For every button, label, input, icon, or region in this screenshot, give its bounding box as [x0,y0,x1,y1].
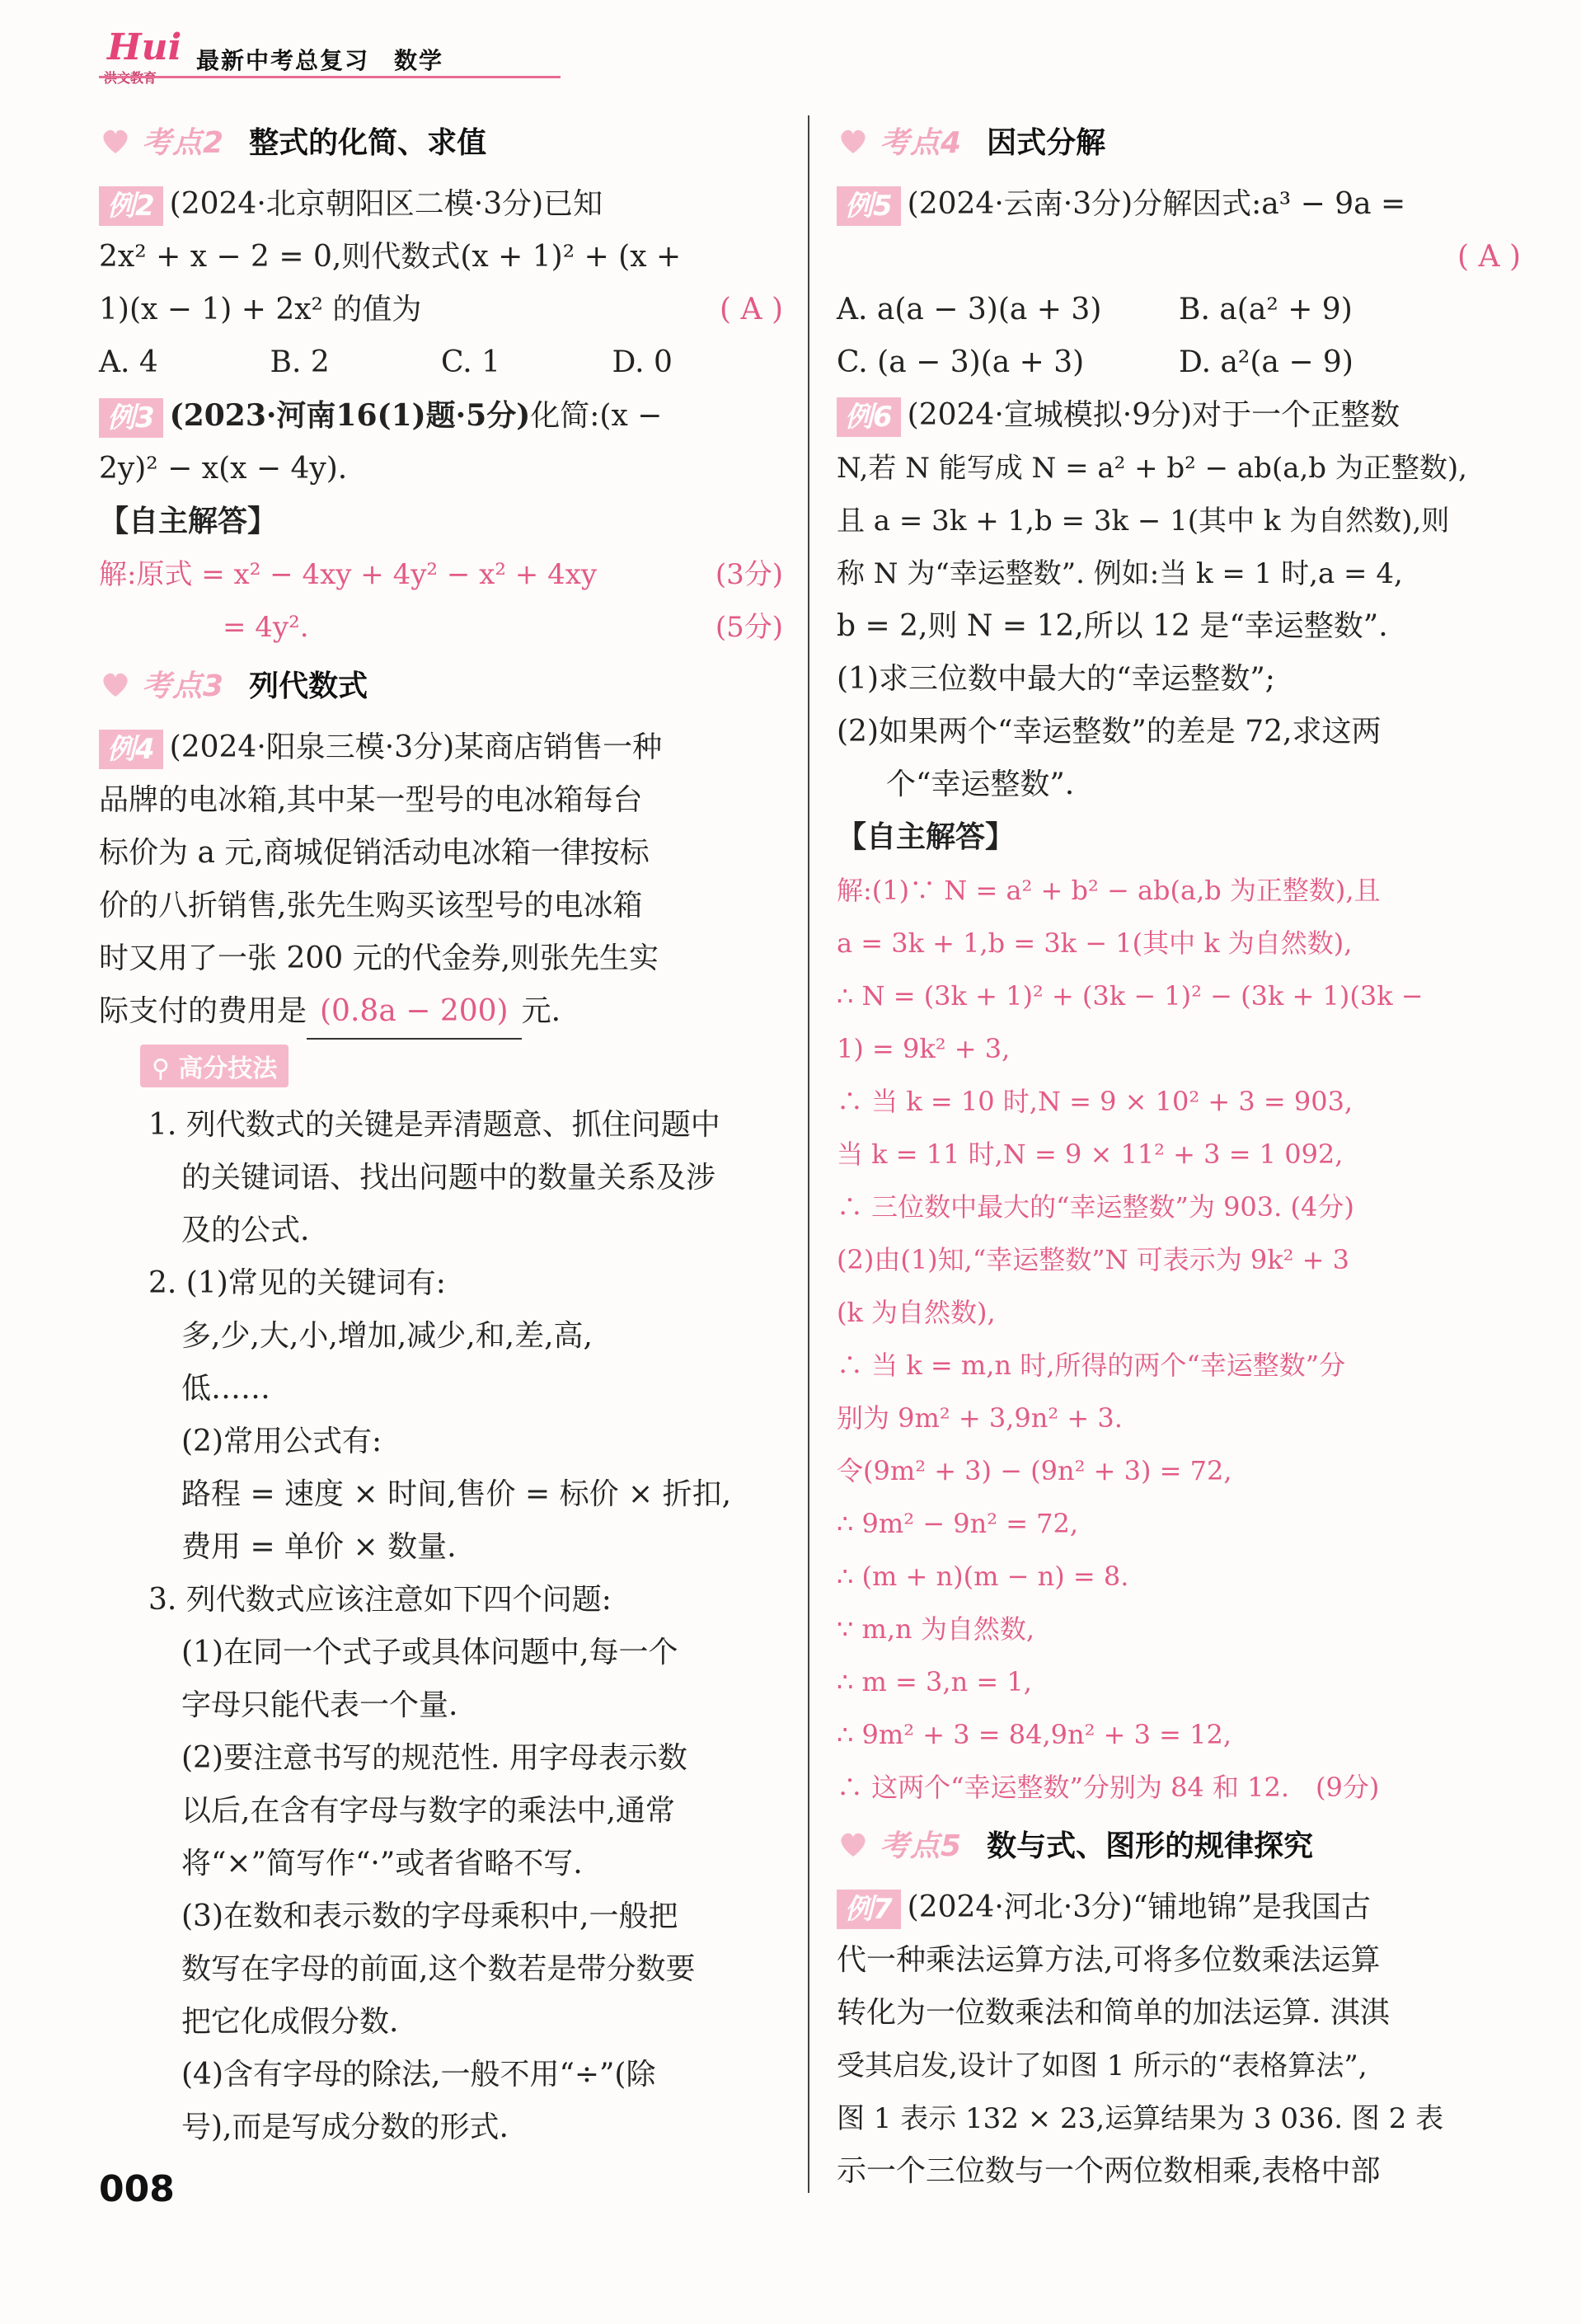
heart-icon [99,127,132,153]
example-tag: 例6 [837,397,901,437]
header-rule [99,76,561,78]
example-3: 例3 (2023·河南16(1)题·5分)化简:(x − 2y)² − x(x − 4y). 【自主解答】 解:原式 = x² − 4xy + 4y² − x² + 4xy (3分) = 4y². (5分) [99,389,783,654]
self-answer-label: 【自主解答】 [99,505,278,538]
section-title: 数与式、图形的规律探究 [987,1829,1314,1863]
example-7: 例7 (2024·河北·3分)“铺地锦”是我国古 代一种乘法运算方法,可将多位数乘法运算 转化为一位数乘法和简单的加法运算. 淇淇 受其启发,设计了如图 1 所示的“表格算法”, 图 1 表示 132 × 23,运算结果为 3 036. 图 2 表 示一个三位数与一个两位数相乘,表格中部 [837,1890,1444,2188]
self-answer-label: 【自主解答】 [837,820,1016,854]
example-tag: 例5 [837,186,901,226]
section-title: 列代数式 [249,669,368,703]
section-heading-kd5 [837,1819,1521,1868]
tips-tag: ⚲ 高分技法 [140,1045,289,1087]
example-6: 例6 (2024·宣城模拟·9分)对于一个正整数 N,若 N 能写成 N = a² + b² − ab(a,b 为正整数), 且 a = 3k + 1,b = 3k − 1(其中 k 为自然数),则 称 N 为“幸运整数”. 例如:当 k = 1 时,a = 4, b = 2,则 N = 12,所以 12 是“幸运整数”. (1)求三位数中最大的“幸运整数”; (2)如果两个“幸运整数”的差是 72,求这两 个“幸运整数”. 【自主解答】 解:(1)∵ N = a² + b² − ab(a,b 为正整数),且 a = 3k + 1,b = 3k − 1(其中 k 为自然数), ∴ N = (3k + 1)² + (3k − 1)² − (3k + 1)(3k − 1) = 9k² + 3, ∴ 当 k = 10 时,N = 9 × 10² + 3 = 903, 当 k = 11 时,N = 9 × 11² + 3 = 1 092, ∴ 三位数中最大的“幸运整数”为 903. (4分) (2)由(1)知,“幸运整数”N 可表示为 9k² + 3 (k 为自然数), ∴ 当 k = m,n 时,所得的两个“幸运整数”分 别为 9m² + 3,9n² + 3. 令(9m² + 3) − (9n² + 3) = 72, ∴ 9m² − 9n² = 72, ∴ (m + n)(m − n) = 8. ∵ m,n 为自然数, ∴ m = 3,n = 1, ∴ 9m² + 3 = 84,9n² + 3 = 12, ∴ 这两个“幸运整数”分别为 84 和 12. (9分) [837,389,1521,1814]
example-5: 例5 (2024·云南·3分)分解因式:a³ − 9a = ( A ) A. a(a − 3)(a + 3) B. a(a² + 9) C. (a − 3)(a + 3) D. a²(a − 9) [837,178,1521,389]
example-tag: 例7 [837,1890,901,1929]
example-tag: 例4 [99,730,163,769]
book-title: 最新中考总复习 数学 [196,47,444,74]
example-4: 例4 (2024·阳泉三模·3分)某商店销售一种 品牌的电冰箱,其中某一型号的电冰箱每台 标价为 a 元,商城促销活动电冰箱一律按标 价的八折销售,张先生购买该型号的电冰箱 时又用了一张 200 元的代金券,则张先生实 际支付的费用是 (0.8a − 200) 元. [99,721,783,1040]
choices: A. 4 B. 2 C. 1 D. 0 [99,345,673,379]
heart-icon [837,127,870,153]
solution-6: 解:(1)∵ N = a² + b² − ab(a,b 为正整数),且 a = 3k + 1,b = 3k − 1(其中 k 为自然数), ∴ N = (3k + 1)² + (3k − 1)² − (3k + 1)(3k − 1) = 9k² + 3, ∴ 当 k = 10 时,N = 9 × 10² + 3 = 903, 当 k = 11 时,N = 9 × 11² + 3 = 1 092, ∴ 三位数中最大的“幸运整数”为 903. (4分) (2)由(1)知,“幸运整数”N 可表示为 9k² + 3 (k 为自然数), ∴ 当 k = m,n 时,所得的两个“幸运整数”分 别为 9m² + 3,9n² + 3. 令(9m² + 3) − (9n² + 3) = 72, ∴ 9m² − 9n² = 72, ∴ (m + n)(m − n) = 8. ∵ m,n 为自然数, ∴ m = 3,n = 1, ∴ 9m² + 3 = 84,9n² + 3 = 12, ∴ 这两个“幸运整数”分别为 84 和 12. (9分) [837,875,1424,1803]
section-heading-kd2 [99,115,783,165]
example-tag: 例2 [99,186,163,226]
choices: C. (a − 3)(a + 3) D. a²(a − 9) [837,345,1353,379]
heart-icon [837,1830,870,1857]
answer-bracket: ( A ) [1457,240,1521,274]
column-divider [808,115,809,2193]
section-title: 整式的化简、求值 [249,125,487,160]
solution-line: 解:原式 = x² − 4xy + 4y² − x² + 4xy (3分) [99,558,783,591]
heart-icon [99,670,132,697]
publisher-logo: Hui [107,26,182,68]
choices: A. a(a − 3)(a + 3) B. a(a² + 9) [837,293,1353,326]
answer-bracket: ( A ) [720,293,783,326]
answer-blank: (0.8a − 200) [307,985,522,1040]
section-tag: 考点3 [142,669,225,703]
page-header [99,26,561,81]
example-tag: 例3 [99,398,163,438]
section-tag: 考点4 [880,125,963,160]
solution-line: = 4y². (5分) [223,611,783,644]
section-heading-kd3 [99,659,783,708]
example-2: 例2 (2024·北京朝阳区二模·3分)已知 2x² + x − 2 = 0,则代数式(x + 1)² + (x + 1)(x − 1) + 2x² 的值为 ( A ) A. 4 B. 2 C. 1 D. 0 [99,178,783,389]
section-heading-kd4 [837,115,1521,165]
left-column [99,115,783,2154]
tips-list: 1. 列代数式的关键是弄清题意、抓住问题中 的关键词语、找出问题中的数量关系及涉 及的公式. 2. (1)常见的关键词有: 多,少,大,小,增加,减少,和,差,高, 低…… (2)常用公式有: 路程 = 速度 × 时间,售价 = 标价 × 折扣, 费用 = 单价 × 数量. 3. 列代数式应该注意如下四个问题: (1)在同一个式子或具体问题中,每一个 字母只能代表一个量. (2)要注意书写的规范性. 用字母表示数 以后,在含有字母与数字的乘法中,通常 将“×”简写作“·”或者省略不写. (3)在数和表示数的字母乘积中,一般把 数写在字母的前面,这个数若是带分数要 把它化成假分数. (4)含有字母的除法,一般不用“÷”(除 号),而是写成分数的形式. [148,1108,732,2144]
page-number: 008 [99,2168,175,2210]
right-column [837,115,1521,2198]
section-tag: 考点5 [880,1829,963,1863]
section-tag: 考点2 [142,125,225,160]
section-title: 因式分解 [987,125,1106,160]
